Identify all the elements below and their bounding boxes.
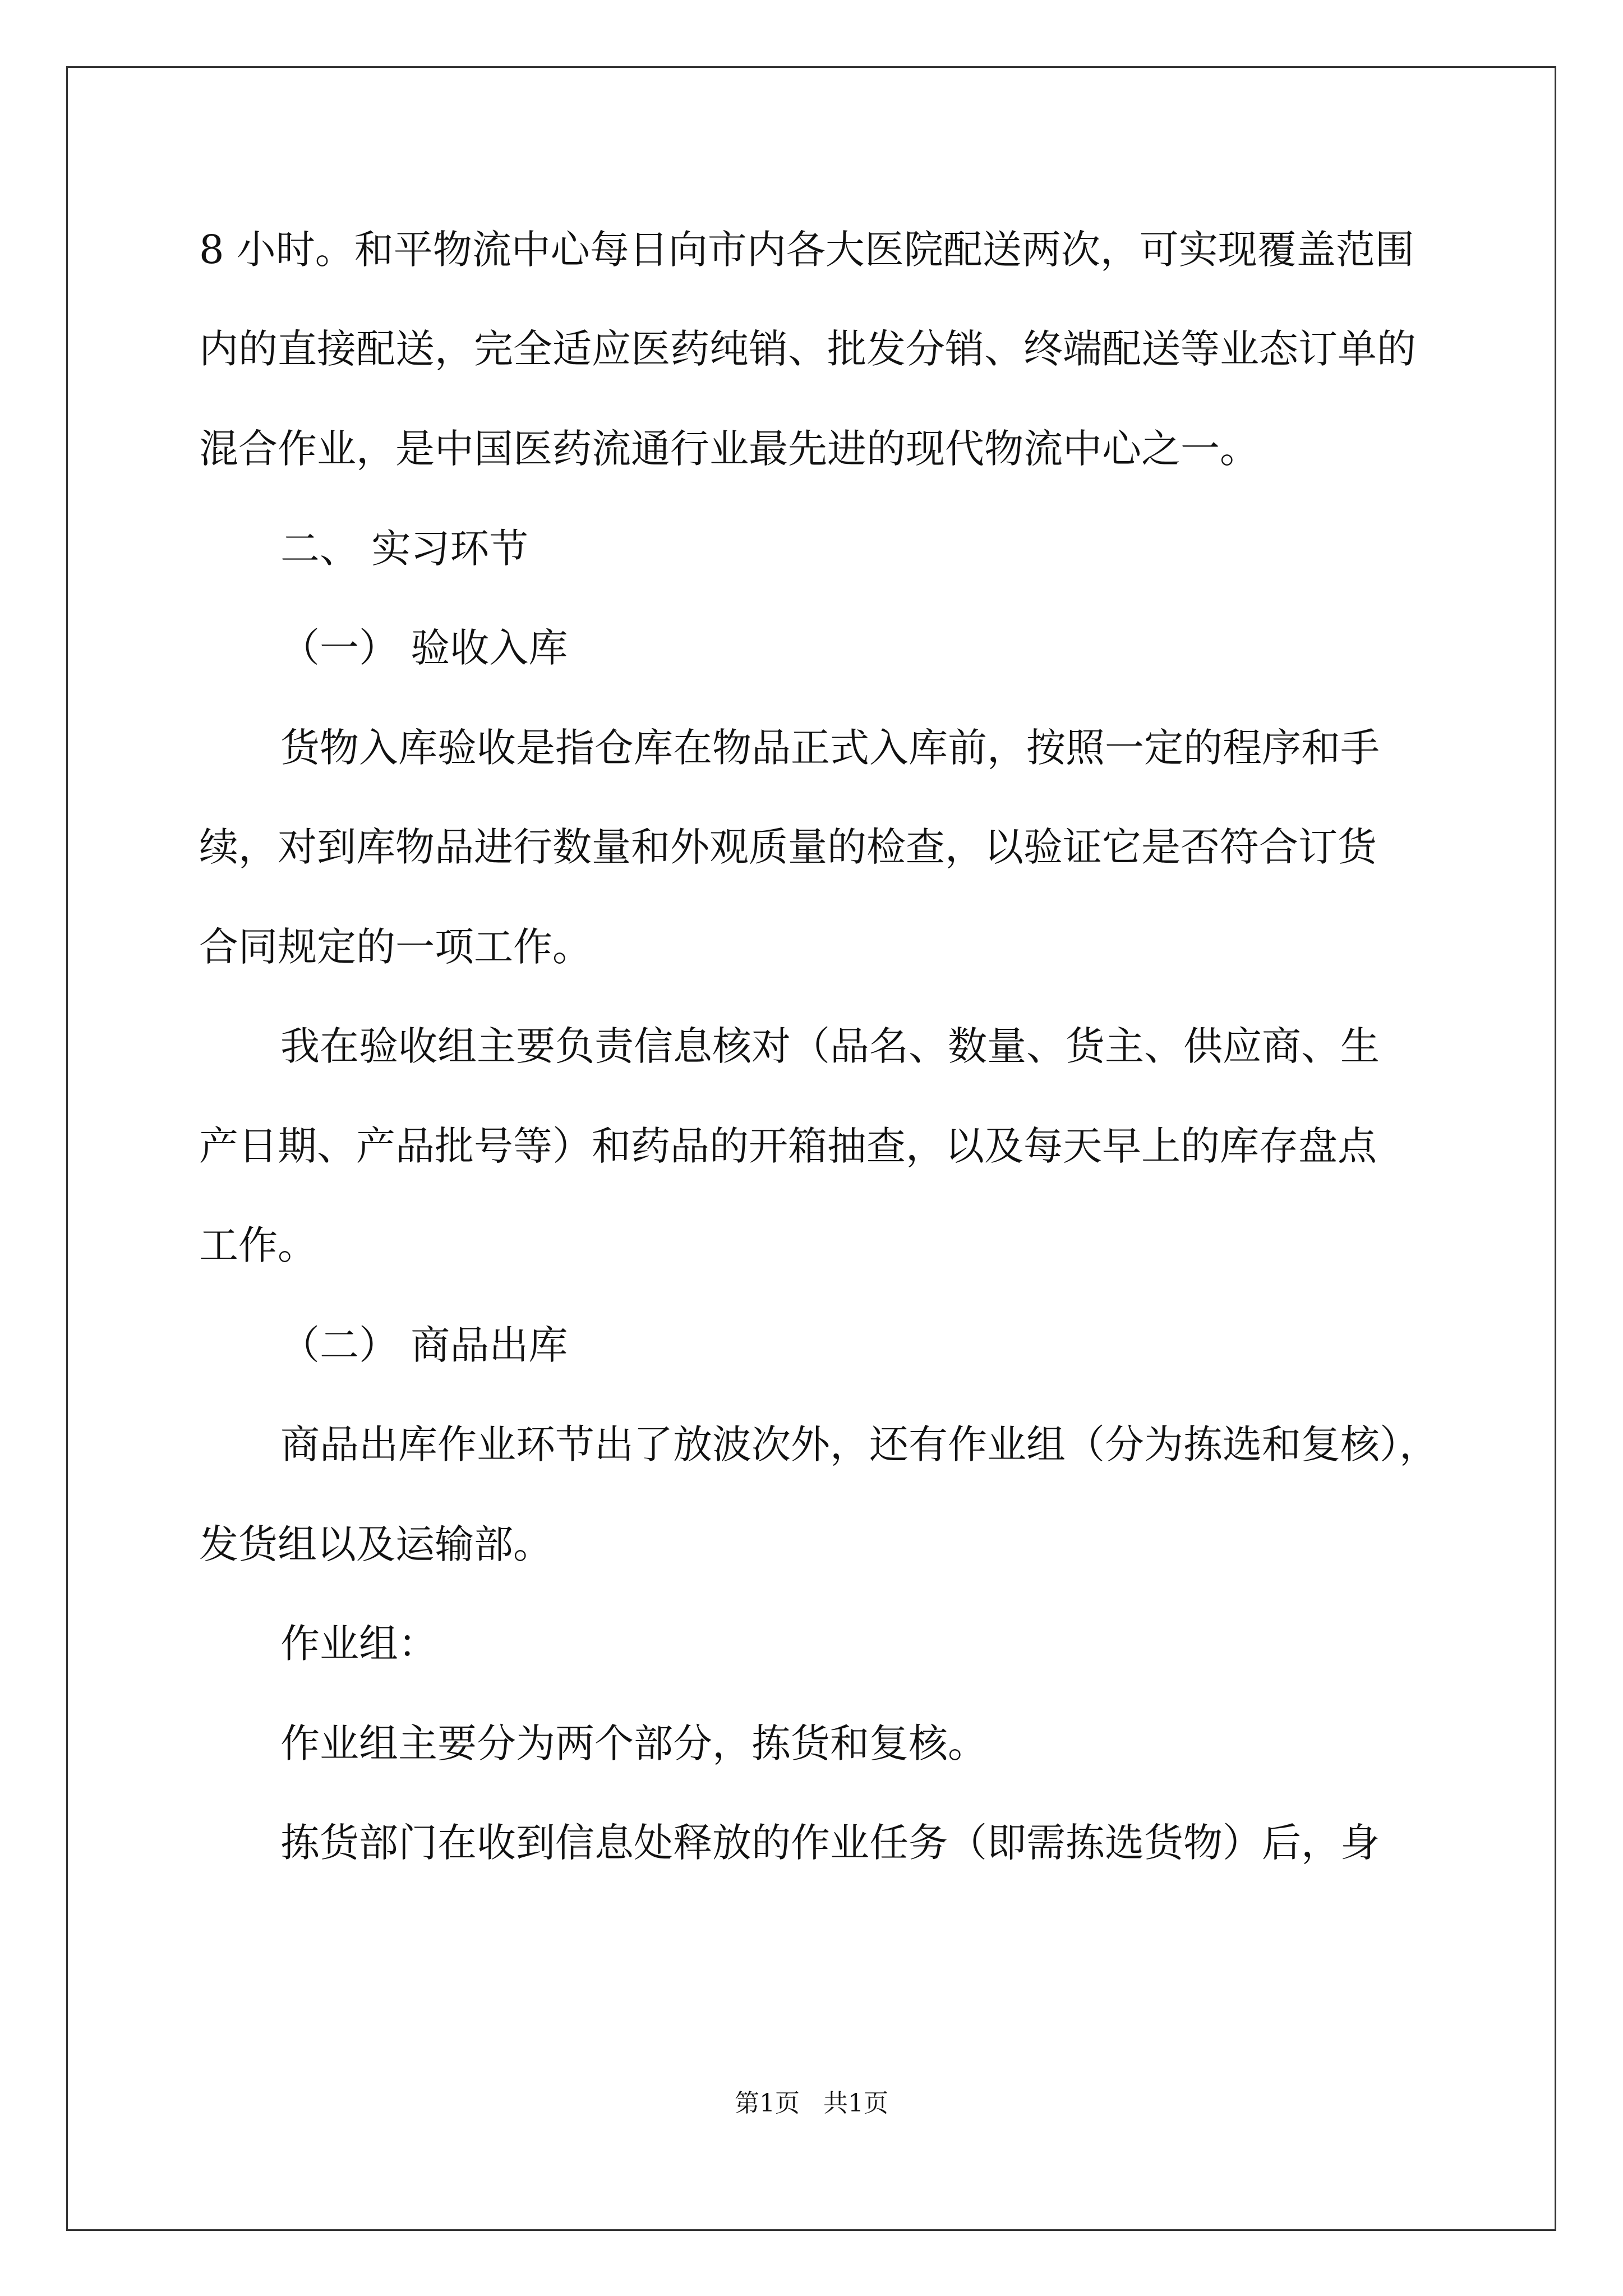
paragraph-line: 工作。 [199, 1222, 317, 1268]
paragraph-line: 发货组以及运输部。 [199, 1521, 552, 1567]
paragraph-line: 商品出库作业环节出了放波次外，还有作业组（分为拣选和复核）， [280, 1421, 1438, 1467]
paragraph-line: 我在验收组主要负责信息核对（品名、数量、货主、供应商、生 [280, 1023, 1380, 1069]
page-footer: 第1页 共1页 [735, 2089, 888, 2118]
paragraph-line: 合同规定的一项工作。 [199, 924, 592, 970]
section-heading: 二、 实习环节 [280, 526, 529, 572]
paragraph-line: 混合作业，是中国医药流通行业最先进的现代物流中心之一。 [199, 426, 1259, 472]
paragraph-line: 作业组： [280, 1621, 437, 1667]
paragraph-line: 作业组主要分为两个部分，拣货和复核。 [280, 1720, 987, 1766]
paragraph-line: 拣货部门在收到信息处释放的作业任务（即需拣选货物）后，身 [280, 1820, 1380, 1866]
paragraph-line: 续，对到库物品进行数量和外观质量的检查，以验证它是否符合订货 [199, 824, 1377, 870]
paragraph-line: 货物入库验收是指仓库在物品正式入库前，按照一定的程序和手 [280, 725, 1380, 771]
paragraph-line: 8 小时。和平物流中心每日向市内各大医院配送两次，可实现覆盖范围 [199, 227, 1414, 273]
subsection-heading: （二） 商品出库 [280, 1322, 568, 1368]
subsection-heading: （一） 验收入库 [280, 625, 568, 671]
paragraph-line: 产日期、产品批号等）和药品的开箱抽查，以及每天早上的库存盘点 [199, 1123, 1377, 1169]
paragraph-line: 内的直接配送，完全适应医药纯销、批发分销、终端配送等业态订单的 [199, 326, 1416, 372]
